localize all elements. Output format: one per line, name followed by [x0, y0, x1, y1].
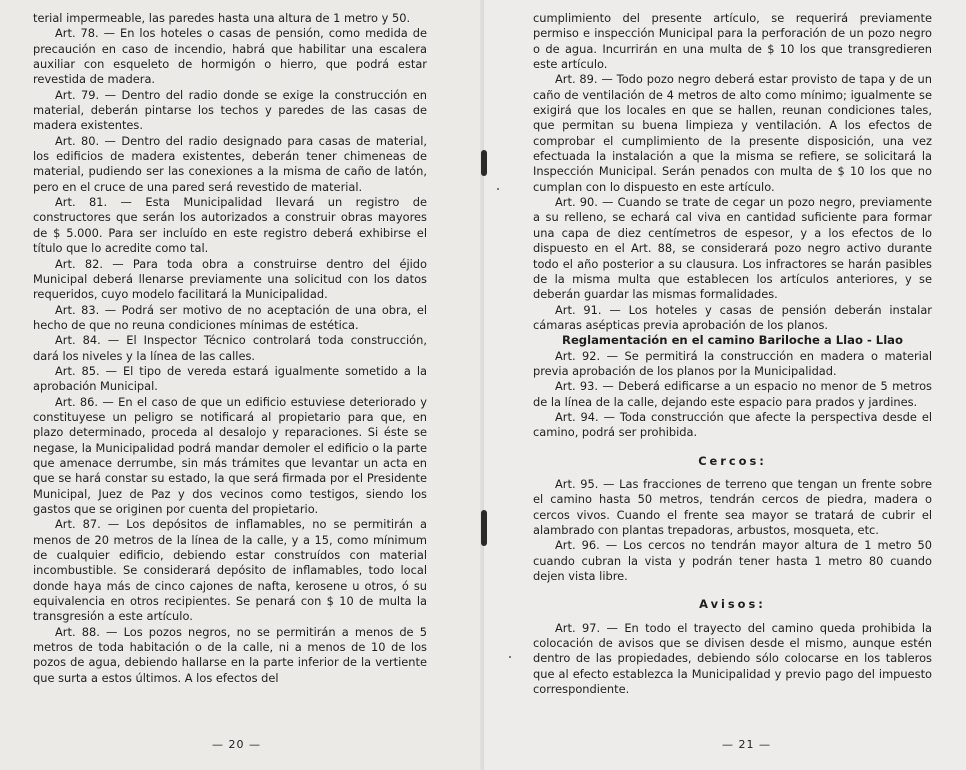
left-page-number: — 20 — — [212, 738, 261, 751]
right-page — [484, 0, 966, 770]
paragraph: Art. 88. — Los pozos negros, no se permitirán a menos de 5 metros de toda habitación o de la calle, ni a menos de 10 de los pozos de agua, debiendo hallarse en la parte inferior de la vertiente que surta a estos últimos. A los efectos del — [33, 624, 427, 685]
paragraph: Art. 96. — Los cercos no tendrán mayor altura de 1 metro 50 cuando cubran la vista y podrán tener hasta 1 metro 80 cuando dejen vista libre. — [533, 538, 932, 584]
paragraph: Art. 82. — Para toda obra a construirse dentro del éjido Municipal deberá llenarse previamente una solicitud con los datos requeridos, cuyo modelo facilitará la Municipalidad. — [33, 256, 427, 302]
binding-hole-mark-upper — [481, 150, 487, 176]
paragraph: Art. 84. — El Inspector Técnico controlará toda construcción, dará los niveles y la línea de las calles. — [33, 333, 427, 363]
paragraph: Art. 95. — Las fracciones de terreno que tengan un frente sobre el camino hasta 50 metros, tendrán cercos de piedra, madera o cercos vivos. Cuando el frente sea mayor se tratará de cubrir el alambrado con plantas trepadoras, arbustos, mosqueta, etc. — [533, 476, 932, 537]
paragraph: Art. 78. — En los hoteles o casas de pensión, como medida de precaución en caso de incendio, habrá que habilitar una escalera auxiliar con esqueleto de hormigón o hierro, que podrá estar revestida de madera. — [33, 26, 427, 87]
paragraph: Art. 89. — Todo pozo negro deberá estar provisto de tapa y de un caño de ventilación de 4 metros de alto como mínimo; igualmente se exigirá que los locales en que se hallen, reunan condiciones tales, que permitan su buena limpieza y ventilación. A los efectos de comprobar el cumplimiento de la presente disposición, una vez efectuada la instalación a que la misma se refiere, se solicitará la Inspección Municipal. Serán penados con multa de $ 10 los que no cumplan con lo dispuesto en este artículo. — [533, 72, 932, 194]
paragraph: Art. 83. — Podrá ser motivo de no aceptación de una obra, el hecho de que no reuna condiciones mínimas de estética. — [33, 302, 427, 332]
paragraph: Art. 79. — Dentro del radio donde se exige la construcción en material, deberán pintarse los techos y paredes de las casas de madera existentes. — [33, 87, 427, 133]
paragraph: Art. 91. — Los hoteles y casas de pensión deberán instalar cámaras asépticas previa aprobación de los planos. — [533, 302, 932, 332]
paragraph: Art. 86. — En el caso de que un edificio estuviese deteriorado y constituyese un peligro se notificará al propietario para que, en plazo determinado, proceda al desalojo y reparaciones. Si éste se negase, la Municipalidad podrá mandar demoler el edificio o la parte que amenace derrumbe, sin más trámites que levantar un acta en que se hará constar su estado, la que será firmada por el Presidente Municipal, Juez de Paz y dos vecinos como testigos, siendo los gastos que se originen por cuenta del propietario. — [33, 394, 427, 516]
binding-hole-mark-lower — [481, 510, 487, 546]
section-heading: Avisos: — [699, 597, 766, 612]
paragraph: Art. 97. — En todo el trayecto del camino queda prohibida la colocación de avisos que se divisen desde el mismo, aunque estén dentro de las propiedades, debiendo sólo colocarse en los tableros que al efecto establezca la Municipalidad y previo pago del impuesto correspondiente. — [533, 620, 932, 697]
paragraph: cumplimiento del presente artículo, se requerirá previamente permiso e inspección Municipal para la perforación de un pozo negro o de agua. Incurrirán en una multa de $ 10 los que transgredieren este artículo. — [533, 11, 932, 72]
paragraph: Art. 92. — Se permitirá la construcción en madera o material previa aprobación de los planos por la Municipalidad. — [533, 348, 932, 378]
paragraph: Art. 85. — El tipo de vereda estará igualmente sometido a la aprobación Municipal. — [33, 363, 427, 394]
print-speck — [497, 188, 499, 190]
paragraph: Art. 93. — Deberá edificarse a un espacio no menor de 5 metros de la línea de la calle, dejando este espacio para prados y jardines. — [533, 379, 932, 409]
paragraph: Art. 90. — Cuando se trate de cegar un pozo negro, previamente a su relleno, se echará cal viva en cantidad suficiente para formar una capa de diez centímetros de espesor, y a los efectos de lo dispuesto en el Art. 88, se considerará pozo negro activo durante todo el año posterior a su clausura. Los infractores se harán pasibles de la misma multa que establecen los artículos anteriores, y se deberán guardar las mismas formalidades. — [533, 195, 932, 302]
print-speck — [509, 656, 511, 658]
left-page-text-column — [33, 11, 427, 686]
section-heading: Cercos: — [698, 453, 767, 468]
section-heading-reglamentacion: Reglamentación en el camino Bariloche a Llao - Llao — [562, 333, 903, 348]
paragraph: Art. 87. — Los depósitos de inflamables, no se permitirán a menos de 20 metros de la línea de la calle, y a 15, como mínimum de cualquier edificio, debiendo estar construídos con material incombustible. Se considerará depósito de inflamables, todo local donde haya más de cinco cajones de nafta, kerosene u otros, ó su equivalencia en otros recipientes. Se penará con $ 10 de multa la transgresión a este artículo. — [33, 517, 427, 624]
paragraph: Art. 81. — Esta Municipalidad llevará un registro de constructores que serán los autorizados a construir obras mayores de $ 5.000. Para ser incluído en este registro deberá exhibirse el título que lo acredite como tal. — [33, 195, 427, 256]
right-page-text-column — [533, 11, 932, 697]
paragraph: Art. 94. — Toda construcción que afecte la perspectiva desde el camino, podrá ser prohibida. — [533, 409, 932, 440]
paragraph: Art. 80. — Dentro del radio designado para casas de material, los edificios de madera existentes, deberán tener chimeneas de material, pudiendo ser las conexiones a la misma de caño de latón, pero en el cruce de una pared será revestido de material. — [33, 133, 427, 194]
right-page-number: — 21 — — [722, 738, 771, 751]
paragraph: terial impermeable, las paredes hasta una altura de 1 metro y 50. — [33, 11, 411, 25]
